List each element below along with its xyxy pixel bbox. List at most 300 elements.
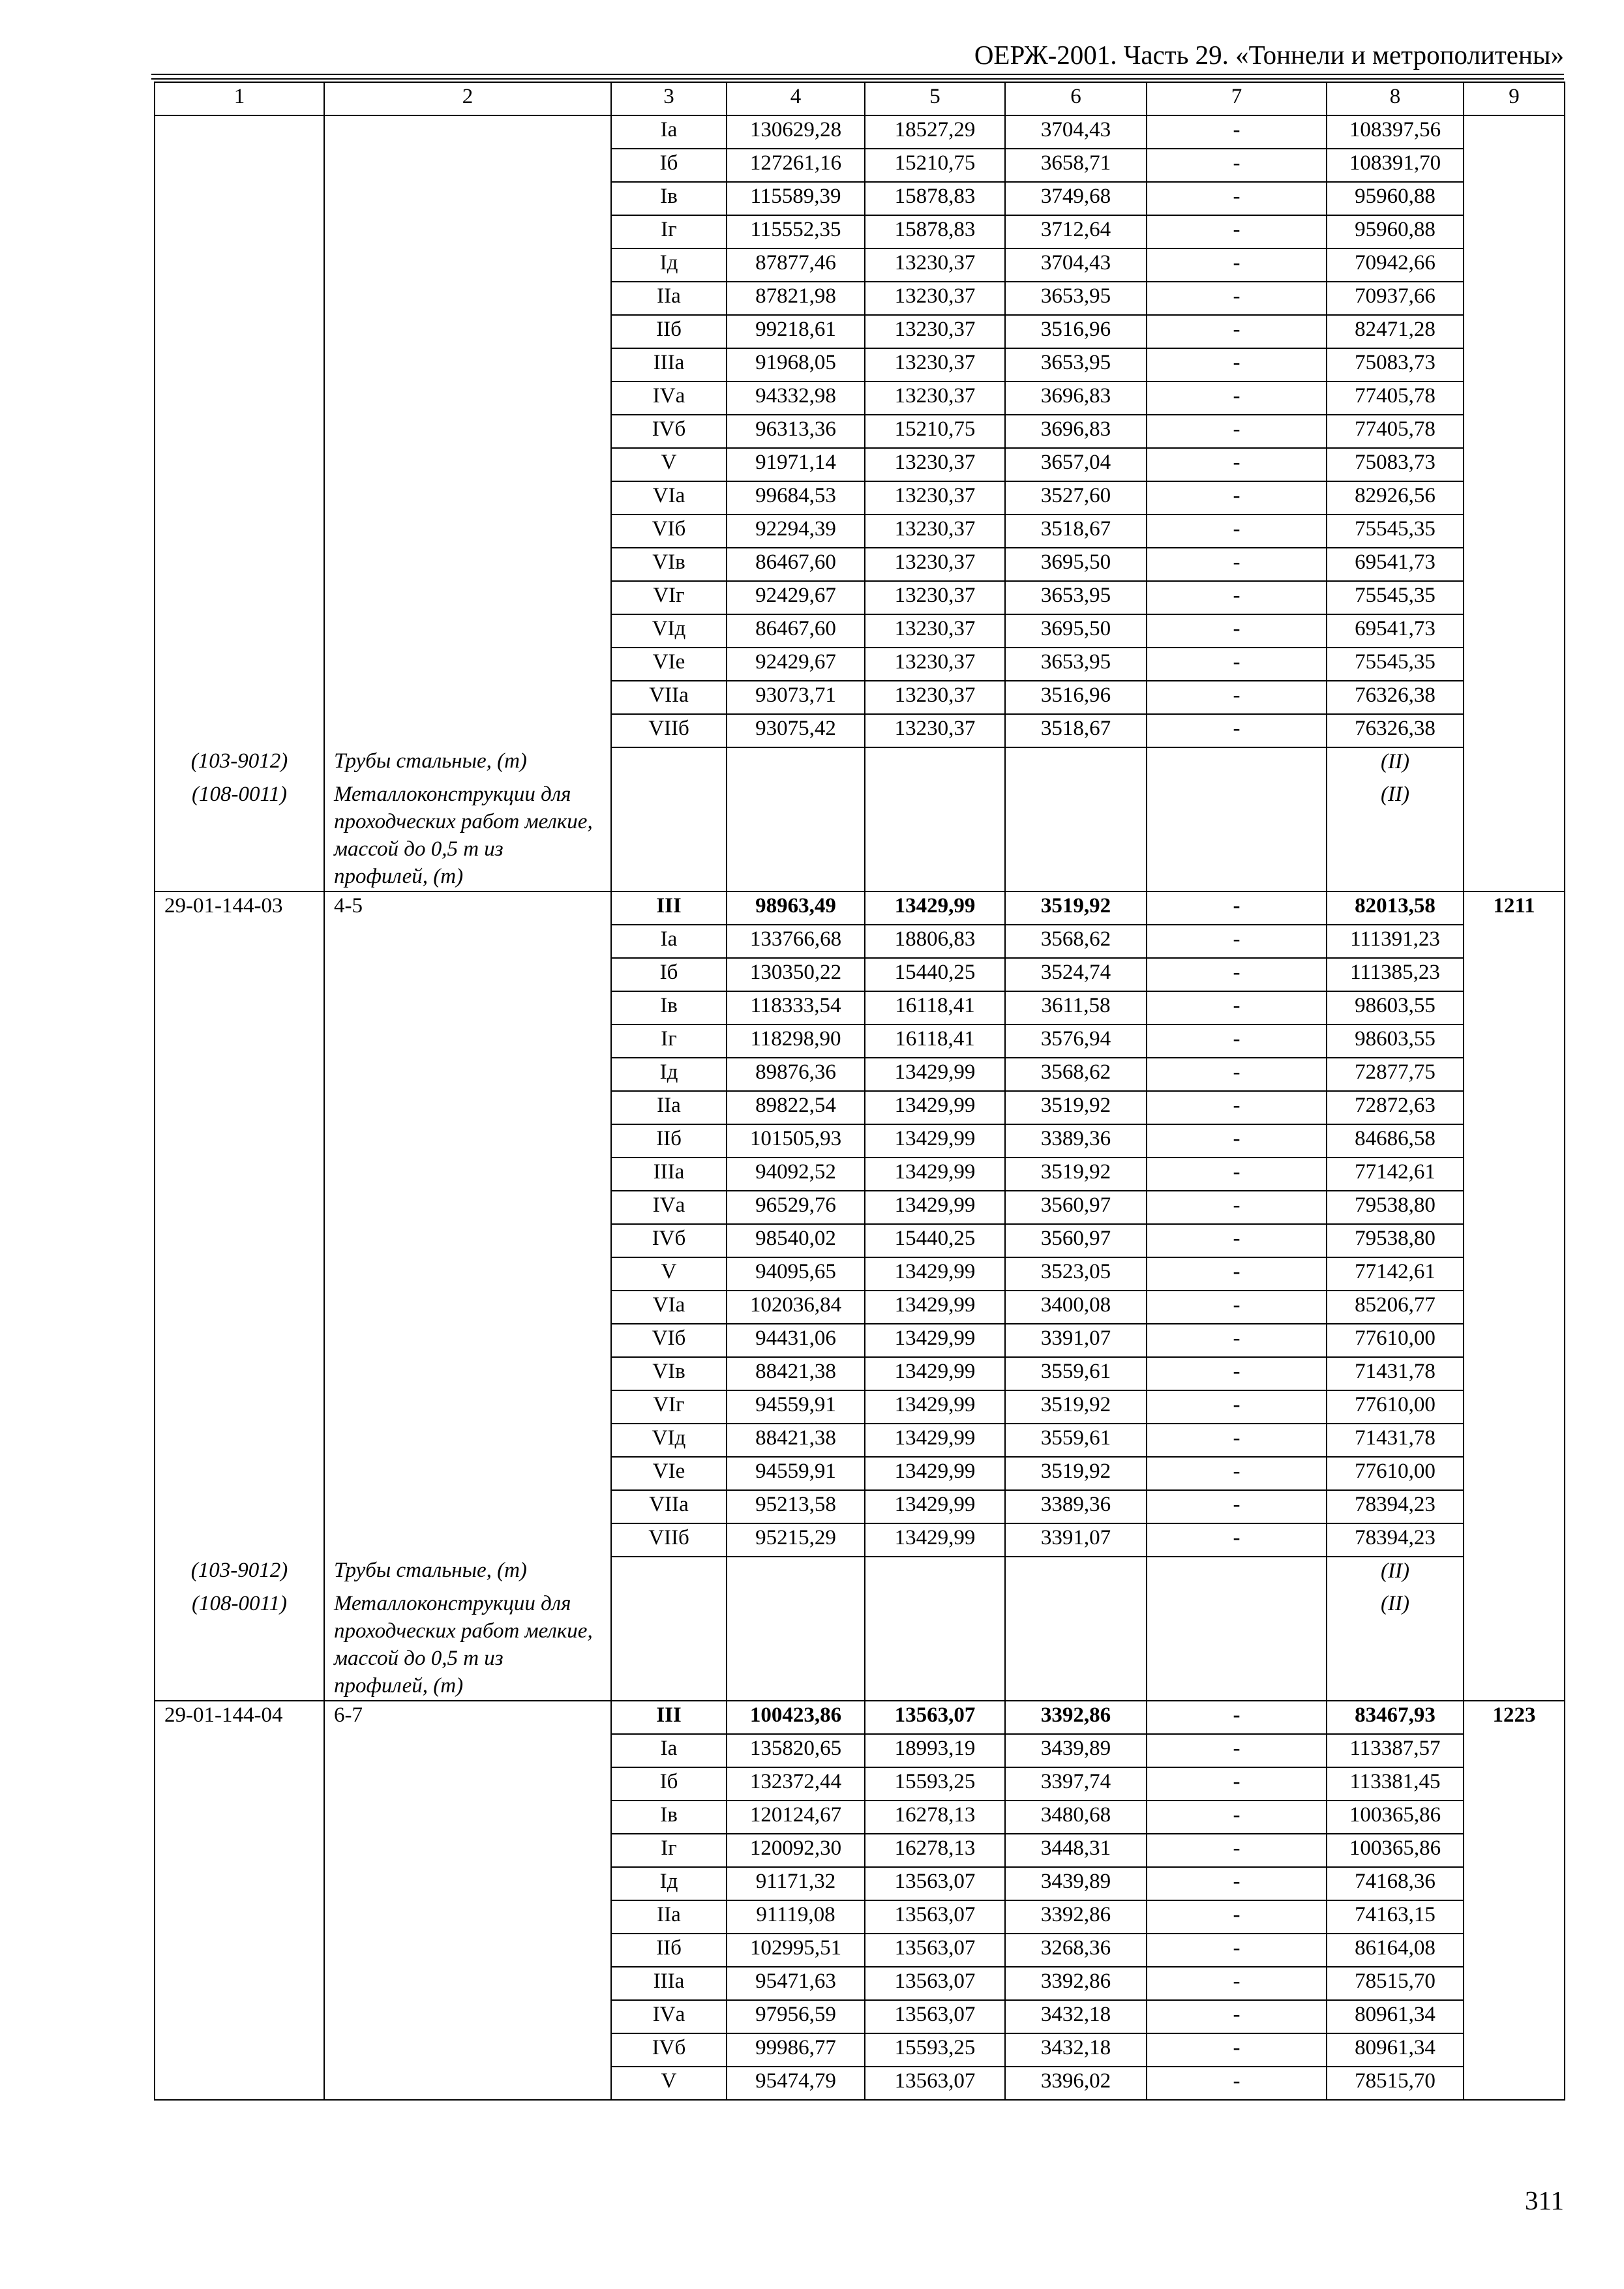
wages: 13429,99 <box>865 1058 1005 1091</box>
resource-empty-cell <box>1147 781 1327 891</box>
zone-label: IIа <box>611 1091 727 1124</box>
total-cost: 92294,39 <box>727 515 865 548</box>
column-number: 8 <box>1327 82 1464 115</box>
zone-label: IIа <box>611 1900 727 1934</box>
zone-label: Iд <box>611 1867 727 1900</box>
column-number: 7 <box>1147 82 1327 115</box>
zone-label: Iа <box>611 115 727 149</box>
total-cost: 94559,91 <box>727 1457 865 1490</box>
col9-cell <box>1464 315 1565 348</box>
rates-table-body <box>155 82 1565 2100</box>
col9-cell <box>1464 481 1565 515</box>
rates-table <box>154 82 1565 2101</box>
resource-empty-cell <box>727 781 865 891</box>
wages: 13429,99 <box>865 1324 1005 1357</box>
zone-label: III <box>611 891 727 925</box>
total-cost: 89822,54 <box>727 1091 865 1124</box>
rate-name-cell <box>324 548 611 581</box>
zone-row <box>155 1257 1565 1291</box>
resource-empty-cell <box>727 1557 865 1590</box>
machinist-wages: - <box>1147 348 1327 382</box>
rate-code-cell <box>155 1191 324 1224</box>
column-number: 1 <box>155 82 324 115</box>
total-cost: 99986,77 <box>727 2033 865 2067</box>
col9-cell <box>1464 215 1565 248</box>
machine-cost: 3712,64 <box>1005 215 1147 248</box>
rate-name-cell <box>324 2067 611 2100</box>
materials-cost: 76326,38 <box>1327 681 1464 714</box>
col9-cell <box>1464 1025 1565 1058</box>
zone-label: VIд <box>611 1424 727 1457</box>
machine-cost: 3527,60 <box>1005 481 1147 515</box>
zone-label: V <box>611 2067 727 2100</box>
rate-code-cell <box>155 149 324 182</box>
zone-row <box>155 2033 1565 2067</box>
machine-cost: 3704,43 <box>1005 248 1147 282</box>
machinist-wages: - <box>1147 248 1327 282</box>
total-cost: 95474,79 <box>727 2067 865 2100</box>
machine-cost: 3432,18 <box>1005 2033 1147 2067</box>
total-cost: 96313,36 <box>727 415 865 448</box>
wages: 13230,37 <box>865 681 1005 714</box>
zone-label: VIб <box>611 1324 727 1357</box>
col9-cell <box>1464 1224 1565 1257</box>
rate-code-cell <box>155 1091 324 1124</box>
zone-label: V <box>611 1257 727 1291</box>
zone-label: IIIа <box>611 1158 727 1191</box>
machinist-wages: - <box>1147 1191 1327 1224</box>
rate-name-cell <box>324 481 611 515</box>
materials-cost: 80961,34 <box>1327 2000 1464 2033</box>
wages: 13429,99 <box>865 1257 1005 1291</box>
rate-name-cell <box>324 1191 611 1224</box>
materials-cost: 77610,00 <box>1327 1457 1464 1490</box>
zone-row <box>155 1490 1565 1523</box>
machine-cost: 3389,36 <box>1005 1490 1147 1523</box>
wages: 13563,07 <box>865 1900 1005 1934</box>
rate-name-cell <box>324 1324 611 1357</box>
machinist-wages: - <box>1147 1767 1327 1801</box>
machinist-wages: - <box>1147 991 1327 1025</box>
zone-label: IIб <box>611 1124 727 1158</box>
machine-cost: 3519,92 <box>1005 1457 1147 1490</box>
zone-row <box>155 681 1565 714</box>
total-cost: 88421,38 <box>727 1357 865 1390</box>
col9-cell <box>1464 1801 1565 1834</box>
rate-code-cell <box>155 581 324 614</box>
resource-empty-cell <box>1005 1590 1147 1701</box>
rate-name-cell <box>324 991 611 1025</box>
resource-empty-cell <box>727 1590 865 1701</box>
rate-code-cell <box>155 1900 324 1934</box>
col9-cell <box>1464 1523 1565 1557</box>
zone-row <box>155 1324 1565 1357</box>
zone-row <box>155 382 1565 415</box>
rate-name-cell <box>324 515 611 548</box>
total-cost: 88421,38 <box>727 1424 865 1457</box>
zone-label: Iв <box>611 182 727 215</box>
col9-cell <box>1464 348 1565 382</box>
rate-code-cell <box>155 2033 324 2067</box>
col9-cell <box>1464 1834 1565 1867</box>
rate-total-row <box>155 891 1565 925</box>
zone-label: IIа <box>611 282 727 315</box>
page-number: 311 <box>1525 2185 1564 2215</box>
wages: 13563,07 <box>865 1701 1005 1734</box>
materials-cost: 82926,56 <box>1327 481 1464 515</box>
rate-code-cell <box>155 1257 324 1291</box>
machinist-wages: - <box>1147 448 1327 481</box>
wages: 13429,99 <box>865 1124 1005 1158</box>
machine-cost: 3516,96 <box>1005 681 1147 714</box>
machinist-wages: - <box>1147 481 1327 515</box>
total-cost: 102995,51 <box>727 1934 865 1967</box>
rate-name-cell <box>324 1091 611 1124</box>
materials-cost: 72877,75 <box>1327 1058 1464 1091</box>
materials-cost: 100365,86 <box>1327 1834 1464 1867</box>
total-cost: 93073,71 <box>727 681 865 714</box>
rate-name-cell <box>324 1390 611 1424</box>
column-number: 4 <box>727 82 865 115</box>
machinist-wages: - <box>1147 548 1327 581</box>
machinist-wages: - <box>1147 958 1327 991</box>
materials-cost: 71431,78 <box>1327 1357 1464 1390</box>
total-cost: 98963,49 <box>727 891 865 925</box>
col9-value: 1211 <box>1464 891 1565 925</box>
machinist-wages: - <box>1147 1324 1327 1357</box>
rate-code-cell <box>155 415 324 448</box>
materials-cost: 100365,86 <box>1327 1801 1464 1834</box>
machinist-wages: - <box>1147 1025 1327 1058</box>
col9-cell <box>1464 515 1565 548</box>
machine-cost: 3519,92 <box>1005 891 1147 925</box>
zone-label: Iг <box>611 1834 727 1867</box>
machinist-wages: - <box>1147 1291 1327 1324</box>
col9-cell <box>1464 1158 1565 1191</box>
rate-code-cell <box>155 991 324 1025</box>
rate-name-cell <box>324 1801 611 1834</box>
zone-row <box>155 315 1565 348</box>
zone-label: VIе <box>611 648 727 681</box>
zone-label: VIа <box>611 481 727 515</box>
machine-cost: 3696,83 <box>1005 382 1147 415</box>
rate-name-cell <box>324 681 611 714</box>
zone-row <box>155 1357 1565 1390</box>
machine-cost: 3653,95 <box>1005 348 1147 382</box>
zone-row <box>155 1291 1565 1324</box>
materials-cost: 80961,34 <box>1327 2033 1464 2067</box>
machinist-wages: - <box>1147 382 1327 415</box>
wages: 15210,75 <box>865 415 1005 448</box>
total-cost: 101505,93 <box>727 1124 865 1158</box>
col9-cell <box>1464 958 1565 991</box>
machinist-wages: - <box>1147 282 1327 315</box>
materials-cost: 71431,78 <box>1327 1424 1464 1457</box>
machinist-wages: - <box>1147 1158 1327 1191</box>
materials-cost: 69541,73 <box>1327 614 1464 648</box>
machinist-wages: - <box>1147 1701 1327 1734</box>
machinist-wages: - <box>1147 1734 1327 1767</box>
zone-label: Iб <box>611 149 727 182</box>
zone-label: IVа <box>611 382 727 415</box>
machinist-wages: - <box>1147 1967 1327 2000</box>
column-number: 5 <box>865 82 1005 115</box>
zone-label: VIIб <box>611 714 727 747</box>
machine-cost: 3519,92 <box>1005 1158 1147 1191</box>
machine-cost: 3389,36 <box>1005 1124 1147 1158</box>
rate-code-cell <box>155 958 324 991</box>
col9-cell <box>1464 1257 1565 1291</box>
rate-name-cell <box>324 1124 611 1158</box>
machine-cost: 3559,61 <box>1005 1357 1147 1390</box>
rate-name-cell <box>324 1058 611 1091</box>
machine-cost: 3392,86 <box>1005 1967 1147 2000</box>
wages: 13230,37 <box>865 248 1005 282</box>
wages: 13429,99 <box>865 1523 1005 1557</box>
resource-empty-cell <box>611 781 727 891</box>
col9-cell <box>1464 614 1565 648</box>
materials-cost: 83467,93 <box>1327 1701 1464 1734</box>
rate-code-cell <box>155 115 324 149</box>
rate-name-cell <box>324 1158 611 1191</box>
materials-cost: 74168,36 <box>1327 1867 1464 1900</box>
materials-cost: 74163,15 <box>1327 1900 1464 1934</box>
zone-label: VIг <box>611 1390 727 1424</box>
zone-label: VIа <box>611 1291 727 1324</box>
materials-cost: 98603,55 <box>1327 991 1464 1025</box>
zone-label: VIIа <box>611 1490 727 1523</box>
rate-code-cell <box>155 1934 324 1967</box>
rate-code-cell <box>155 1058 324 1091</box>
col9-cell <box>1464 747 1565 781</box>
materials-cost: 108391,70 <box>1327 149 1464 182</box>
total-cost: 115589,39 <box>727 182 865 215</box>
total-cost: 102036,84 <box>727 1291 865 1324</box>
wages: 13230,37 <box>865 282 1005 315</box>
resource-empty-cell <box>865 781 1005 891</box>
wages: 15878,83 <box>865 215 1005 248</box>
rate-name-cell <box>324 115 611 149</box>
machine-cost: 3518,67 <box>1005 515 1147 548</box>
rate-name-cell <box>324 1025 611 1058</box>
materials-cost: 84686,58 <box>1327 1124 1464 1158</box>
machine-cost: 3400,08 <box>1005 1291 1147 1324</box>
materials-cost: 79538,80 <box>1327 1224 1464 1257</box>
zone-label: IVа <box>611 2000 727 2033</box>
total-cost: 91171,32 <box>727 1867 865 1900</box>
resource-code: (103-9012) <box>155 1557 324 1590</box>
rate-name-cell <box>324 1291 611 1324</box>
resource-mark: (II) <box>1327 1590 1464 1701</box>
machine-cost: 3653,95 <box>1005 282 1147 315</box>
machine-cost: 3611,58 <box>1005 991 1147 1025</box>
zone-row <box>155 282 1565 315</box>
zone-row <box>155 958 1565 991</box>
zone-row <box>155 415 1565 448</box>
zone-row <box>155 1457 1565 1490</box>
rate-code-cell <box>155 1390 324 1424</box>
wages: 13429,99 <box>865 1291 1005 1324</box>
materials-cost: 108397,56 <box>1327 115 1464 149</box>
machinist-wages: - <box>1147 215 1327 248</box>
total-cost: 93075,42 <box>727 714 865 747</box>
zone-label: VIб <box>611 515 727 548</box>
col9-cell <box>1464 448 1565 481</box>
machinist-wages: - <box>1147 1457 1327 1490</box>
col9-cell <box>1464 1390 1565 1424</box>
resource-mark: (II) <box>1327 781 1464 891</box>
wages: 16278,13 <box>865 1834 1005 1867</box>
total-cost: 115552,35 <box>727 215 865 248</box>
col9-cell <box>1464 681 1565 714</box>
machinist-wages: - <box>1147 681 1327 714</box>
machine-cost: 3559,61 <box>1005 1424 1147 1457</box>
total-cost: 91119,08 <box>727 1900 865 1934</box>
rate-code-cell <box>155 315 324 348</box>
machinist-wages: - <box>1147 2033 1327 2067</box>
rate-name-cell <box>324 614 611 648</box>
total-cost: 92429,67 <box>727 581 865 614</box>
col9-cell <box>1464 1767 1565 1801</box>
materials-cost: 111385,23 <box>1327 958 1464 991</box>
zone-label: Iб <box>611 1767 727 1801</box>
wages: 13429,99 <box>865 1357 1005 1390</box>
materials-cost: 77405,78 <box>1327 382 1464 415</box>
materials-cost: 77142,61 <box>1327 1257 1464 1291</box>
col9-cell <box>1464 1058 1565 1091</box>
machine-cost: 3568,62 <box>1005 1058 1147 1091</box>
rate-code-cell <box>155 925 324 958</box>
col9-value: 1223 <box>1464 1701 1565 1734</box>
zone-row <box>155 714 1565 747</box>
zone-label: VIд <box>611 614 727 648</box>
zone-row <box>155 1224 1565 1257</box>
machinist-wages: - <box>1147 1091 1327 1124</box>
resource-empty-cell <box>1147 1557 1327 1590</box>
resource-mark: (II) <box>1327 1557 1464 1590</box>
col9-cell <box>1464 415 1565 448</box>
col9-cell <box>1464 1424 1565 1457</box>
rate-name-cell <box>324 714 611 747</box>
machine-cost: 3397,74 <box>1005 1767 1147 1801</box>
rate-name-cell <box>324 1867 611 1900</box>
wages: 13230,37 <box>865 515 1005 548</box>
materials-cost: 113381,45 <box>1327 1767 1464 1801</box>
materials-cost: 79538,80 <box>1327 1191 1464 1224</box>
zone-label: Iв <box>611 991 727 1025</box>
resource-empty-cell <box>611 1557 727 1590</box>
machine-cost: 3448,31 <box>1005 1834 1147 1867</box>
machinist-wages: - <box>1147 1224 1327 1257</box>
total-cost: 118333,54 <box>727 991 865 1025</box>
total-cost: 94431,06 <box>727 1324 865 1357</box>
rate-code-cell <box>155 348 324 382</box>
materials-cost: 77610,00 <box>1327 1324 1464 1357</box>
rate-name-cell <box>324 315 611 348</box>
total-cost: 91968,05 <box>727 348 865 382</box>
total-cost: 87877,46 <box>727 248 865 282</box>
rate-code-cell <box>155 215 324 248</box>
machinist-wages: - <box>1147 614 1327 648</box>
zone-row <box>155 1191 1565 1224</box>
rate-name-cell <box>324 382 611 415</box>
machinist-wages: - <box>1147 1058 1327 1091</box>
col9-cell <box>1464 581 1565 614</box>
col9-cell <box>1464 1291 1565 1324</box>
machine-cost: 3519,92 <box>1005 1091 1147 1124</box>
wages: 13230,37 <box>865 448 1005 481</box>
zone-row <box>155 1934 1565 1967</box>
rate-code-cell <box>155 1734 324 1767</box>
materials-cost: 111391,23 <box>1327 925 1464 958</box>
col9-cell <box>1464 548 1565 581</box>
machine-cost: 3524,74 <box>1005 958 1147 991</box>
header-rule-top <box>151 74 1564 75</box>
col9-cell <box>1464 282 1565 315</box>
machine-cost: 3657,04 <box>1005 448 1147 481</box>
zone-row <box>155 1091 1565 1124</box>
rate-name-cell <box>324 1523 611 1557</box>
total-cost: 135820,65 <box>727 1734 865 1767</box>
materials-cost: 78515,70 <box>1327 1967 1464 2000</box>
zone-label: IIIа <box>611 348 727 382</box>
col9-cell <box>1464 1191 1565 1224</box>
machinist-wages: - <box>1147 925 1327 958</box>
wages: 15440,25 <box>865 958 1005 991</box>
materials-cost: 98603,55 <box>1327 1025 1464 1058</box>
machine-cost: 3695,50 <box>1005 548 1147 581</box>
materials-cost: 75083,73 <box>1327 348 1464 382</box>
materials-cost: 69541,73 <box>1327 548 1464 581</box>
total-cost: 132372,44 <box>727 1767 865 1801</box>
rate-name-cell <box>324 215 611 248</box>
zone-label: IIIа <box>611 1967 727 2000</box>
machine-cost: 3516,96 <box>1005 315 1147 348</box>
rate-name: 6-7 <box>324 1701 611 1734</box>
total-cost: 97956,59 <box>727 2000 865 2033</box>
zone-row <box>155 348 1565 382</box>
col9-cell <box>1464 382 1565 415</box>
rate-code-cell <box>155 1357 324 1390</box>
rate-name-cell <box>324 581 611 614</box>
col9-cell <box>1464 1324 1565 1357</box>
machine-cost: 3576,94 <box>1005 1025 1147 1058</box>
machine-cost: 3392,86 <box>1005 1900 1147 1934</box>
wages: 13429,99 <box>865 1191 1005 1224</box>
zone-row <box>155 149 1565 182</box>
machinist-wages: - <box>1147 182 1327 215</box>
machinist-wages: - <box>1147 1257 1327 1291</box>
zone-row <box>155 515 1565 548</box>
materials-cost: 77142,61 <box>1327 1158 1464 1191</box>
zone-label: VIIа <box>611 681 727 714</box>
materials-cost: 113387,57 <box>1327 1734 1464 1767</box>
rate-code-cell <box>155 1324 324 1357</box>
rate-code-cell <box>155 1490 324 1523</box>
resource-code: (108-0011) <box>155 781 324 891</box>
zone-row <box>155 614 1565 648</box>
wages: 18527,29 <box>865 115 1005 149</box>
zone-row <box>155 248 1565 282</box>
total-cost: 133766,68 <box>727 925 865 958</box>
rate-name-cell <box>324 415 611 448</box>
total-cost: 94092,52 <box>727 1158 865 1191</box>
zone-row <box>155 182 1565 215</box>
zone-label: IVа <box>611 1191 727 1224</box>
zone-label: Iд <box>611 1058 727 1091</box>
materials-cost: 75545,35 <box>1327 515 1464 548</box>
rate-code: 29-01-144-03 <box>155 891 324 925</box>
